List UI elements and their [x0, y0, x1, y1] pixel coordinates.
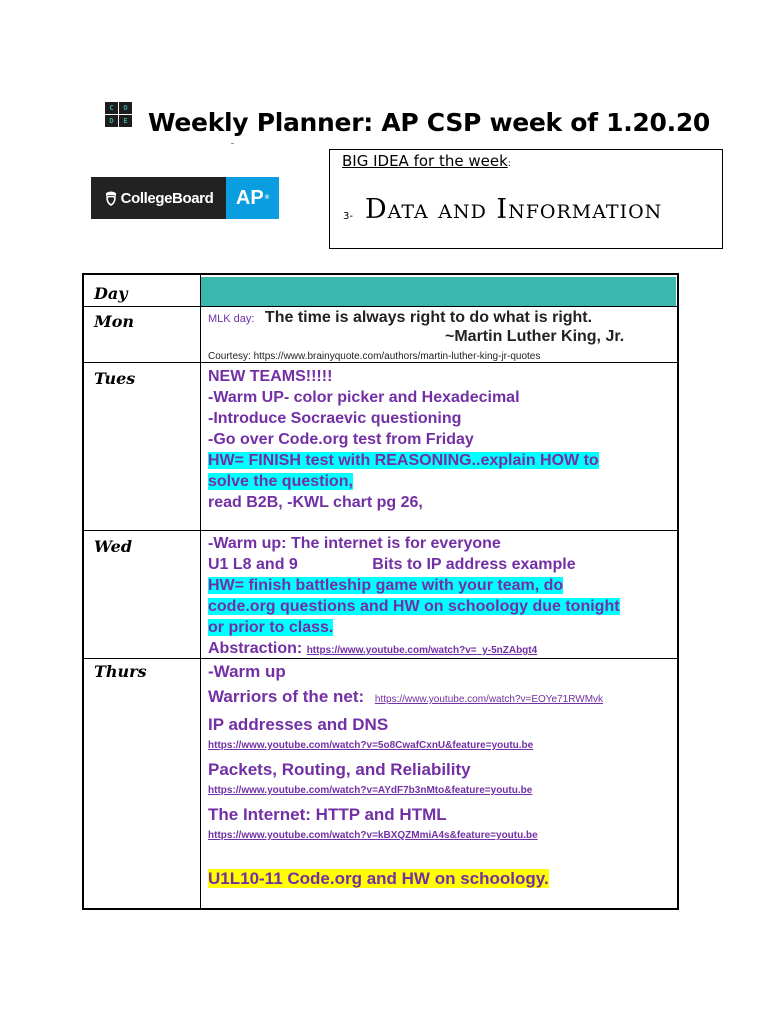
abstraction-label: Abstraction:	[208, 640, 303, 657]
mlk-attribution: ~Martin Luther King, Jr.	[445, 328, 625, 345]
logo-letter: E	[119, 115, 132, 127]
row-divider	[84, 530, 677, 531]
wed-content	[208, 533, 671, 661]
list-item: -Introduce Socraevic questioning	[208, 410, 462, 427]
list-item: -Warm UP- color picker and Hexadecimal	[208, 389, 520, 406]
packets-link[interactable]: https://www.youtube.com/watch?v=AYdF7b3nMto&feature=youtu.be	[208, 785, 533, 796]
lesson-topic: Bits to IP address example	[372, 556, 576, 573]
thurs-content	[208, 661, 671, 890]
big-idea-label: BIG IDEA for the week:	[342, 152, 511, 170]
collegeboard-ap-logo	[91, 177, 279, 219]
final-task: U1L10-11 Code.org and HW on schoology.	[208, 869, 549, 888]
section-label: Packets, Routing, and Reliability	[208, 760, 471, 779]
list-item: -Go over Code.org test from Friday	[208, 431, 474, 448]
big-idea-box	[329, 149, 723, 249]
ap-mark	[226, 177, 279, 219]
day-label-wed: Wed	[94, 537, 133, 556]
big-idea-number: 3-	[343, 211, 353, 222]
ip-link[interactable]: https://www.youtube.com/watch?v=5o8CwafCxnU&feature=youtu.be	[208, 740, 534, 751]
mon-content	[208, 309, 671, 346]
list-item: -Warm up	[208, 662, 286, 681]
column-divider	[200, 275, 201, 908]
list-item: -Warm up: The internet is for everyone	[208, 535, 501, 552]
day-label-tues: Tues	[94, 369, 136, 388]
lesson-label: U1 L8 and 9	[208, 556, 298, 573]
homework-line: code.org questions and HW on schoology due tonight	[208, 598, 620, 615]
homework-line: read B2B, -KWL chart pg 26,	[208, 494, 423, 511]
homework-line: or prior to class.	[208, 619, 334, 636]
day-label-mon: Mon	[94, 312, 135, 331]
mlk-label: MLK day:	[208, 313, 255, 325]
collegeboard-text: CollegeBoard	[120, 189, 214, 207]
collegeboard-wordmark	[91, 177, 226, 219]
homework-line: HW= finish battleship game with your team, do	[208, 577, 564, 594]
header-bar	[201, 277, 676, 306]
logo-letter: O	[119, 102, 132, 114]
ap-text: AP	[235, 186, 264, 209]
warriors-label: Warriors of the net:	[208, 687, 365, 706]
homework-line: solve the question,	[208, 473, 353, 490]
section-label: IP addresses and DNS	[208, 715, 389, 734]
logo-letter: C	[105, 102, 118, 114]
day-column-header: Day	[94, 284, 128, 303]
page-title: Weekly Planner: AP CSP week of 1.20.20	[148, 108, 711, 137]
list-item: NEW TEAMS!!!!!	[208, 368, 333, 385]
homework-line: HW= FINISH test with REASONING..explain HOW to	[208, 452, 599, 469]
code-org-logo	[105, 102, 147, 128]
logo-letter	[133, 102, 146, 114]
logo-letter	[133, 115, 146, 127]
planner-table	[82, 273, 679, 910]
row-divider	[84, 362, 677, 363]
acorn-icon	[104, 190, 118, 206]
courtesy-note: Courtesy: https://www.brainyquote.com/authors/martin-luther-king-jr-quotes	[208, 351, 541, 362]
tues-content	[208, 366, 671, 513]
section-label: The Internet: HTTP and HTML	[208, 805, 447, 824]
list-item	[208, 554, 671, 575]
big-idea-title: Data and Information	[365, 194, 663, 225]
abstraction-link[interactable]: https://www.youtube.com/watch?v=_y-5nZAbgt4	[306, 645, 538, 656]
divider	[231, 143, 234, 144]
logo-letter: D	[105, 115, 118, 127]
mlk-quote: The time is always right to do what is right.	[264, 309, 593, 326]
day-label-thurs: Thurs	[94, 662, 147, 681]
http-link[interactable]: https://www.youtube.com/watch?v=kBXQZMmiA4s&feature=youtu.be	[208, 830, 538, 841]
row-divider	[84, 306, 677, 307]
registered-mark: ®	[264, 195, 270, 201]
warriors-link[interactable]: https://www.youtube.com/watch?v=EOYe71RWMvk	[374, 694, 604, 705]
